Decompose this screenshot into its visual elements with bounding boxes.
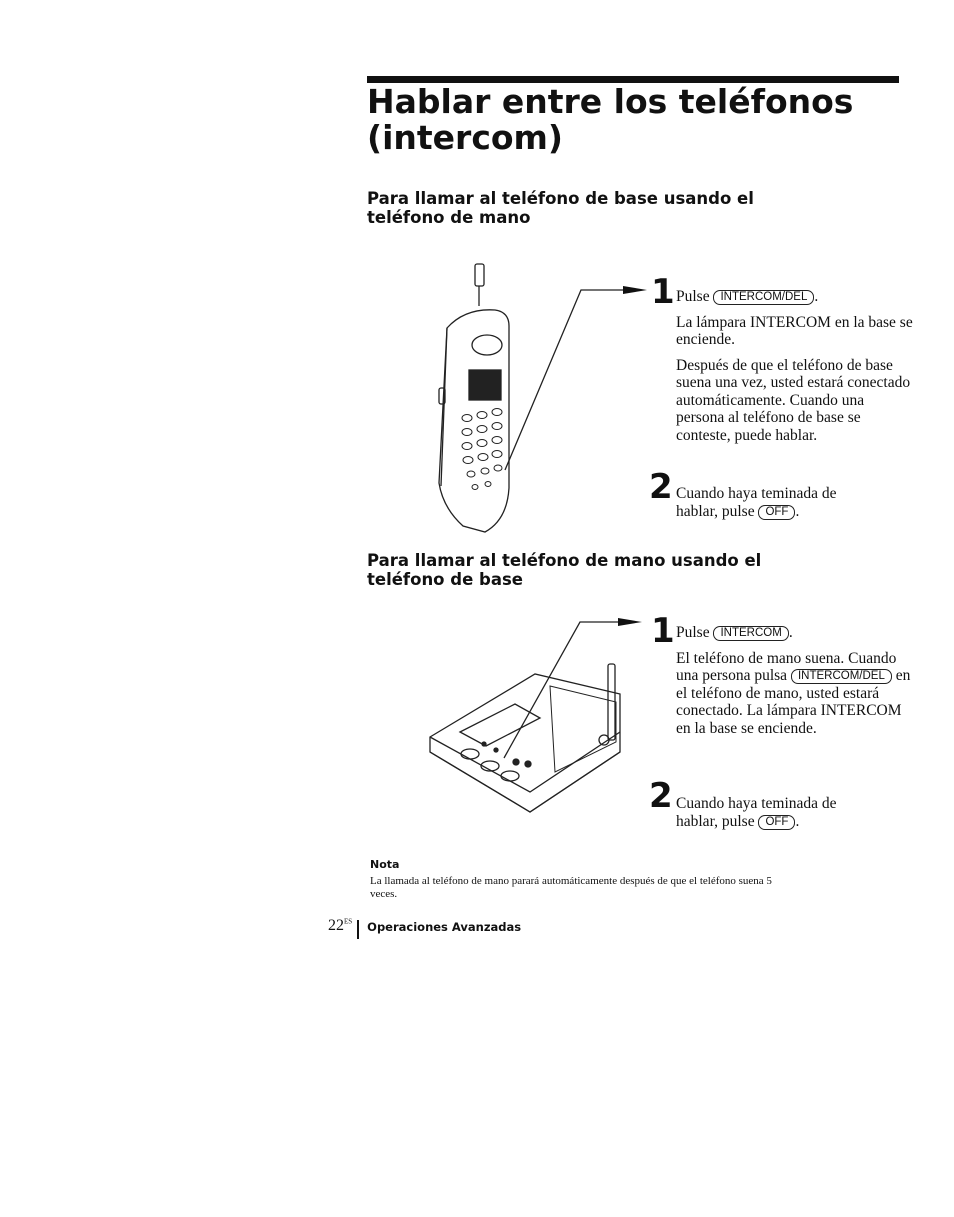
page-number-suffix: ES	[344, 917, 353, 926]
section2-heading-line1: Para llamar al teléfono de mano usando el	[367, 551, 762, 570]
note-title: Nota	[370, 858, 400, 871]
section2-step2-number: 2	[649, 776, 673, 816]
section2-heading-line2: teléfono de base	[367, 570, 523, 589]
section1-step1-number: 1	[651, 272, 675, 312]
section2-step1-number: 1	[651, 611, 675, 651]
intercom-key: INTERCOM	[713, 626, 788, 641]
section1-heading-line1: Para llamar al teléfono de base usando el	[367, 189, 754, 208]
section1-step1-para1: La lámpara INTERCOM en la base se enciende.	[676, 313, 913, 348]
section2-heading	[367, 551, 827, 589]
section2-step2-text: Cuando haya teminada de hablar, pulse	[676, 795, 837, 830]
section2-step1-body: Pulse INTERCOM . El teléfono de mano suena. Cuando una persona pulsa INTERCOM/DEL en el teléfono de mano, usted estará conectado. La lámpara INTERCOM en la base se enciende.	[676, 624, 911, 737]
off-key-2: OFF	[758, 815, 795, 830]
page-number	[328, 917, 352, 935]
handset-illustration	[425, 258, 685, 538]
section2-step1-text-b: en el teléfono de mano, usted estará conectado. La lámpara INTERCOM en la base se enciende.	[676, 667, 911, 737]
section2-step2-body: Cuando haya teminada de hablar, pulse OFF .	[676, 795, 837, 830]
section2-step1-text-a: El teléfono de mano suena. Cuando una persona pulsa	[676, 649, 897, 684]
section1-heading	[367, 189, 827, 227]
base-station-illustration	[420, 612, 680, 822]
page-number-value: 22	[328, 917, 344, 934]
intercom-del-key-2: INTERCOM/DEL	[791, 669, 892, 684]
section1-step2-body: Cuando haya teminada de hablar, pulse OFF .	[676, 485, 837, 520]
footer-divider	[357, 920, 359, 939]
off-key: OFF	[758, 505, 795, 520]
page-title-line1: Hablar entre los teléfonos	[367, 82, 854, 121]
note-text: La llamada al teléfono de mano parará automáticamente después de que el teléfono suena 5 veces.	[370, 875, 772, 900]
section1-step1-pulse: Pulse	[676, 288, 710, 305]
section1-step2-text: Cuando haya teminada de hablar, pulse	[676, 485, 837, 520]
page-footer	[328, 915, 521, 937]
section1-step1-para2: Después de que el teléfono de base suena una vez, usted estará conectado automáticamente. Cuando una persona al teléfono de base se conteste, puede hablar.	[676, 356, 911, 444]
section1-heading-line2: teléfono de mano	[367, 208, 531, 227]
section2-step1-pulse: Pulse	[676, 624, 710, 641]
footer-section-label: Operaciones Avanzadas	[367, 920, 522, 934]
page-title	[367, 84, 907, 156]
intercom-del-key: INTERCOM/DEL	[713, 290, 814, 305]
section1-step2-number: 2	[649, 467, 673, 507]
section1-step1-body: Pulse INTERCOM/DEL . La lámpara INTERCOM en la base se enciende. Después de que el teléfono de base suena una vez, usted estará conectado automáticamente. Cuando una persona al teléfono de base se conteste, puede hablar.	[676, 288, 916, 452]
page-title-line2: (intercom)	[367, 118, 564, 157]
